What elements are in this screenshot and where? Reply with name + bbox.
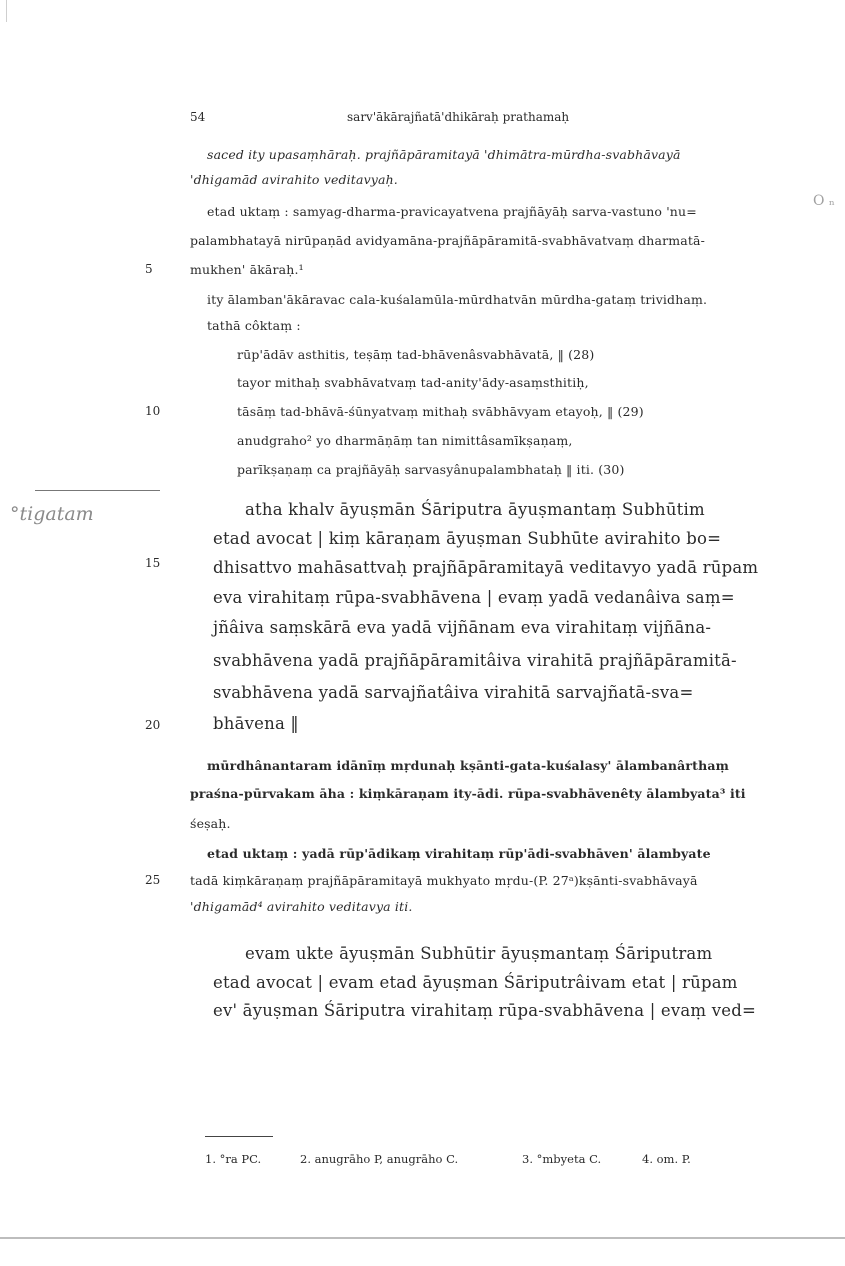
commentary-line: tathā côktaṃ : <box>207 318 301 333</box>
commentary-line: tadā kiṃkāraṇaṃ prajñāpāramitayā mukhyato mṛdu-(P. 27ᵃ)kṣānti-svabhāvayā <box>190 873 698 888</box>
commentary-line: 'dhigamād avirahito veditavyaḥ. <box>190 172 398 187</box>
commentary-line: 'dhigamād⁴ avirahito veditavya iti. <box>190 899 413 914</box>
footnote: 4. om. P. <box>642 1152 691 1166</box>
commentary-line: mukhen' ākāraḥ.¹ <box>190 262 304 277</box>
commentary-line: praśna-pūrvakam āha : kiṃkāraṇam ity-ādi. rūpa-svabhāvenêty ālambyata³ iti <box>190 786 746 801</box>
sutra-line: bhāvena ‖ <box>213 714 299 733</box>
sutra-line: ev' āyuṣman Śāriputra virahitaṃ rūpa-svabhāvena | evaṃ ved= <box>213 1001 756 1020</box>
sutra-line: etad avocat | evam etad āyuṣman Śāriputrâivam etat | rūpam <box>213 973 738 992</box>
scan-bottom-edge <box>0 1237 845 1239</box>
footnote: 2. anugrāho P, anugrāho C. <box>300 1152 459 1166</box>
margin-note-right: O ₙ <box>813 193 835 209</box>
margin-note-left: °tigatam <box>10 503 94 525</box>
sutra-line: atha khalv āyuṣmān Śāriputra āyuṣmantaṃ Subhūtim <box>245 500 705 519</box>
sutra-line: svabhāvena yadā prajñāpāramitâiva virahitā prajñāpāramitā- <box>213 651 737 670</box>
running-title: sarv'ākārajñatā'dhikāraḥ prathamaḥ <box>347 110 570 124</box>
commentary-line: etad uktaṃ : yadā rūp'ādikaṃ virahitaṃ rūp'ādi-svabhāven' ālambyate <box>207 846 711 861</box>
sutra-line: jñâiva saṃskārā eva yadā vijñānam eva virahitaṃ vijñāna- <box>213 618 712 637</box>
verse-line: tayor mithaḥ svabhāvatvaṃ tad-anity'ādy-asaṃsthitiḥ, <box>237 375 589 390</box>
commentary-line: palambhatayā nirūpaṇād avidyamāna-prajñāpāramitā-svabhāvatvaṃ dharmatā- <box>190 233 705 248</box>
commentary-line: mūrdhânantaram idānīṃ mṛdunaḥ kṣānti-gata-kuśalasy' ālambanârthaṃ <box>207 758 729 773</box>
verse-line: anudgraho² yo dharmāṇāṃ tan nimittâsamīkṣaṇaṃ, <box>237 433 573 448</box>
commentary-line: etad uktaṃ : samyag-dharma-pravicayatvena prajñāyāḥ sarva-vastuno 'nu= <box>207 204 697 219</box>
sutra-line: etad avocat | kiṃ kāraṇam āyuṣman Subhūte avirahito bo= <box>213 529 722 548</box>
verse-line: parīkṣaṇaṃ ca prajñāyāḥ sarvasyânupalambhataḥ ‖ iti. (30) <box>237 462 625 477</box>
sutra-line: eva virahitaṃ rūpa-svabhāvena | evaṃ yadā vedanâiva saṃ= <box>213 588 735 607</box>
line-number: 15 <box>145 556 161 570</box>
line-number: 20 <box>145 718 161 732</box>
commentary-line: śeṣaḥ. <box>190 816 231 831</box>
line-number: 10 <box>145 404 161 418</box>
margin-rule <box>35 490 160 491</box>
page-number: 54 <box>190 110 206 124</box>
line-number: 5 <box>145 262 153 276</box>
footnote: 1. °ra PC. <box>205 1152 262 1166</box>
sutra-line: svabhāvena yadā sarvajñatâiva virahitā sarvajñatā-sva= <box>213 683 694 702</box>
verse-line: rūp'ādāv asthitis, teṣāṃ tad-bhāvenâsvabhāvatā, ‖ (28) <box>237 347 595 362</box>
footnote-rule <box>205 1136 273 1137</box>
line-number: 25 <box>145 873 161 887</box>
sutra-line: dhisattvo mahāsattvaḥ prajñāpāramitayā veditavyo yadā rūpam <box>213 558 759 577</box>
sutra-line: evam ukte āyuṣmān Subhūtir āyuṣmantaṃ Śāriputram <box>245 944 713 963</box>
footnote: 3. °mbyeta C. <box>522 1152 602 1166</box>
commentary-line: saced ity upasaṃhāraḥ. prajñāpāramitayā 'dhimātra-mūrdha-svabhāvayā <box>207 147 681 162</box>
commentary-line: ity ālamban'ākāravac cala-kuśalamūla-mūrdhatvān mūrdha-gataṃ trividhaṃ. <box>207 292 708 307</box>
scan-edge-mark <box>6 0 7 22</box>
verse-line: tāsāṃ tad-bhāvā-śūnyatvaṃ mithaḥ svābhāvyam etayoḥ, ‖ (29) <box>237 404 644 419</box>
